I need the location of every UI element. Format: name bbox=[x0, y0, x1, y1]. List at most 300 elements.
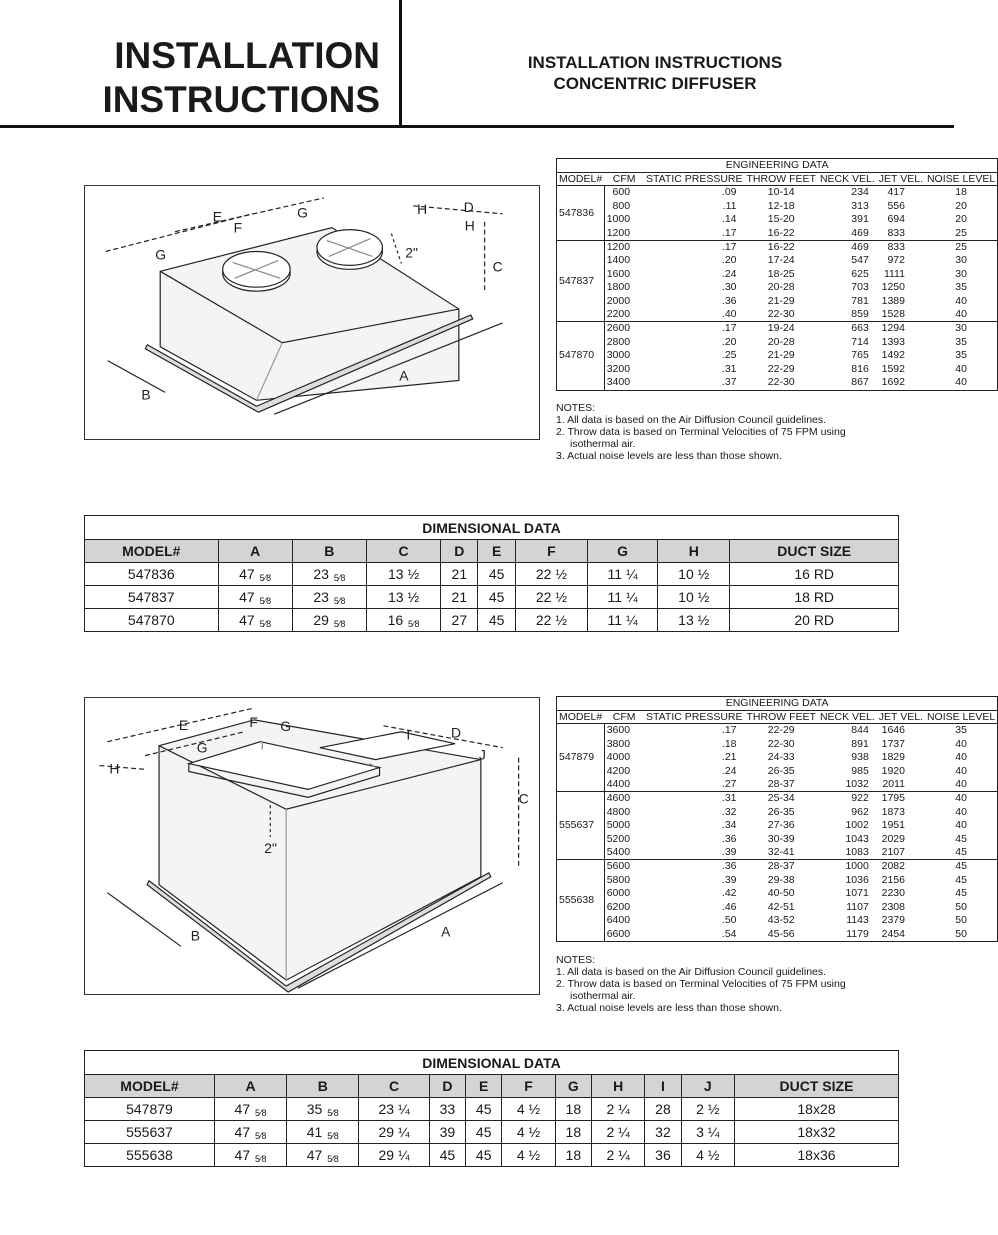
table-cell: 29-38 bbox=[767, 873, 795, 886]
notes-2 bbox=[556, 954, 896, 1014]
engineering-data-table-1 bbox=[556, 158, 998, 391]
table-cell: 29 5⁄8 bbox=[292, 609, 366, 632]
table-cell: 833 bbox=[877, 227, 925, 241]
table-cell: .30 bbox=[721, 281, 737, 294]
column-header: E bbox=[478, 540, 515, 563]
table-cell: 3400 bbox=[604, 376, 644, 390]
table-cell: 45 bbox=[478, 609, 515, 632]
table-cell: 2454 bbox=[877, 928, 925, 942]
table-cell: 391 bbox=[851, 213, 869, 226]
table-cell: 42-51 bbox=[767, 900, 795, 913]
table-cell: 16 RD bbox=[730, 563, 899, 586]
diffuser-drawing-1-svg bbox=[85, 186, 539, 439]
table-row bbox=[557, 738, 998, 751]
column-header: MODEL# bbox=[557, 173, 605, 186]
drawing1-label-e: E bbox=[212, 208, 223, 225]
table-cell: 47 5⁄8 bbox=[218, 563, 292, 586]
column-header: MODEL# bbox=[85, 1075, 215, 1098]
table-cell: 13 ½ bbox=[366, 563, 440, 586]
table-cell: 28-37 bbox=[745, 778, 818, 792]
header-divider-horizontal bbox=[0, 125, 954, 128]
column-header: MODEL# bbox=[85, 540, 219, 563]
table-cell: .31 bbox=[721, 792, 737, 805]
table-cell: 11 ¼ bbox=[588, 586, 658, 609]
header-divider-vertical bbox=[399, 0, 402, 128]
table-cell: 20 bbox=[955, 199, 967, 212]
column-header: I bbox=[645, 1075, 681, 1098]
table-cell: 10-14 bbox=[767, 186, 795, 199]
table-cell: 41 5⁄8 bbox=[287, 1121, 359, 1144]
table-cell: 22-29 bbox=[767, 724, 795, 737]
table-row bbox=[557, 846, 998, 860]
table-cell: 4 ½ bbox=[681, 1144, 734, 1167]
drawing2-label-b: B bbox=[190, 927, 201, 944]
table-cell: 20-28 bbox=[767, 281, 795, 294]
table-cell: 10 ½ bbox=[658, 586, 730, 609]
table-cell: .09 bbox=[721, 186, 737, 199]
table-cell: 47 5⁄8 bbox=[287, 1144, 359, 1167]
table-cell: 859 bbox=[818, 308, 877, 322]
table-cell: 1800 bbox=[606, 281, 631, 294]
table-cell: 2000 bbox=[606, 294, 631, 307]
model-cell: 555638 bbox=[557, 860, 605, 941]
table-cell: 18 bbox=[555, 1098, 591, 1121]
table-cell: 18x28 bbox=[734, 1098, 898, 1121]
column-header: C bbox=[366, 540, 440, 563]
table-cell: 556 bbox=[887, 199, 905, 212]
table-cell: 2 ½ bbox=[681, 1098, 734, 1121]
table-cell: .31 bbox=[721, 362, 737, 375]
engineering-title-row bbox=[557, 697, 998, 711]
table-cell: .46 bbox=[721, 900, 737, 913]
table-cell: 50 bbox=[955, 914, 967, 927]
table-cell: 22-30 bbox=[745, 376, 818, 390]
table-cell: 5600 bbox=[606, 860, 631, 873]
table-row bbox=[557, 213, 998, 226]
table-cell: 24-33 bbox=[767, 751, 795, 764]
table-cell: .40 bbox=[644, 308, 744, 322]
table-cell: 3 ¼ bbox=[681, 1121, 734, 1144]
table-cell: 6000 bbox=[606, 887, 631, 900]
drawing2-label-i: I bbox=[406, 726, 411, 743]
column-header: CFM bbox=[604, 173, 644, 186]
table-cell: 40 bbox=[955, 294, 967, 307]
table-cell: 800 bbox=[612, 199, 631, 212]
table-cell: 2800 bbox=[606, 335, 631, 348]
table-cell: 5400 bbox=[604, 846, 644, 860]
table-cell: 5200 bbox=[606, 832, 631, 845]
drawing2-label-g-top: G bbox=[280, 717, 292, 734]
table-cell: 600 bbox=[612, 186, 631, 199]
table-cell: 4400 bbox=[604, 778, 644, 792]
table-row bbox=[557, 874, 998, 887]
table-cell: 18 RD bbox=[730, 586, 899, 609]
table-row bbox=[85, 1121, 899, 1144]
table-cell: 13 ½ bbox=[366, 586, 440, 609]
table-cell: 2 ¼ bbox=[591, 1144, 644, 1167]
table-cell: 6200 bbox=[606, 900, 631, 913]
notes-heading: NOTES: bbox=[556, 402, 596, 414]
drawing1-label-g-left: G bbox=[155, 246, 167, 263]
table-row bbox=[557, 887, 998, 900]
table-cell: 4800 bbox=[606, 805, 631, 818]
table-cell: .25 bbox=[721, 349, 737, 362]
table-cell: 2082 bbox=[881, 860, 905, 873]
drawing1-label-c: C bbox=[492, 258, 503, 275]
table-cell: 962 bbox=[851, 805, 869, 818]
table-row bbox=[557, 928, 998, 942]
table-cell: 25 bbox=[955, 241, 967, 254]
table-cell: 32 bbox=[645, 1121, 681, 1144]
column-header: B bbox=[292, 540, 366, 563]
table-cell: 22-30 bbox=[767, 737, 795, 750]
table-cell: 663 bbox=[851, 322, 869, 335]
drawing2-label-f: F bbox=[249, 713, 258, 730]
table-cell: 2200 bbox=[604, 308, 644, 322]
drawing2-label-d: D bbox=[451, 724, 462, 741]
table-cell: 555637 bbox=[85, 1121, 215, 1144]
table-row bbox=[557, 833, 998, 846]
column-header: G bbox=[555, 1075, 591, 1098]
table-cell: 40 bbox=[955, 792, 967, 805]
table-cell: 45 bbox=[955, 873, 967, 886]
table-cell: 27-36 bbox=[767, 819, 795, 832]
table-cell: .20 bbox=[721, 335, 737, 348]
table-cell: 1389 bbox=[881, 294, 905, 307]
table-cell: 3800 bbox=[606, 737, 631, 750]
table-cell: 547836 bbox=[85, 563, 219, 586]
table-cell: 12-18 bbox=[767, 199, 795, 212]
diffuser-drawing-2 bbox=[84, 697, 540, 995]
table-row bbox=[557, 860, 998, 874]
table-row bbox=[85, 1098, 899, 1121]
table-cell: 19-24 bbox=[767, 322, 795, 335]
dimensional-title: DIMENSIONAL DATA bbox=[85, 516, 899, 540]
note-item: 3. Actual noise levels are less than those shown. bbox=[556, 1002, 782, 1014]
drawing2-label-h: H bbox=[109, 760, 120, 777]
table-cell: 1002 bbox=[845, 819, 869, 832]
table-cell: 40 bbox=[955, 764, 967, 777]
table-cell: 313 bbox=[851, 199, 869, 212]
table-cell: 547837 bbox=[85, 586, 219, 609]
column-header: E bbox=[466, 1075, 502, 1098]
model-cell: 555637 bbox=[557, 792, 605, 860]
page-title-line1: INSTALLATION bbox=[114, 35, 380, 76]
engineering-title: ENGINEERING DATA bbox=[557, 159, 998, 173]
drawing2-label-c: C bbox=[518, 790, 529, 807]
table-cell: 2 ¼ bbox=[591, 1121, 644, 1144]
table-cell: 45 bbox=[955, 860, 967, 873]
table-cell: 18 bbox=[955, 186, 967, 199]
column-header: A bbox=[214, 1075, 286, 1098]
table-cell: 45 bbox=[478, 563, 515, 586]
table-cell: 547879 bbox=[85, 1098, 215, 1121]
table-cell: 45 bbox=[429, 1144, 465, 1167]
table-cell: 40-50 bbox=[767, 887, 795, 900]
table-cell: 867 bbox=[818, 376, 877, 390]
table-cell: 1250 bbox=[881, 281, 905, 294]
column-header: D bbox=[441, 540, 478, 563]
table-cell: 5800 bbox=[606, 873, 631, 886]
table-cell: 29 ¼ bbox=[359, 1144, 429, 1167]
table-cell: .37 bbox=[644, 376, 744, 390]
table-cell: 18x36 bbox=[734, 1144, 898, 1167]
table-cell: 714 bbox=[851, 335, 869, 348]
table-cell: .54 bbox=[644, 928, 744, 942]
table-cell: 972 bbox=[887, 254, 905, 267]
dimensional-data-table-2 bbox=[84, 1050, 899, 1167]
table-cell: 21-29 bbox=[767, 294, 795, 307]
table-cell: 1179 bbox=[818, 928, 877, 942]
table-cell: 1600 bbox=[606, 267, 631, 280]
table-cell: 234 bbox=[851, 186, 869, 199]
table-cell: .42 bbox=[721, 887, 737, 900]
drawing1-label-h-top: H bbox=[417, 200, 428, 217]
note-item: 2. Throw data is based on Terminal Velocities of 75 FPM using isothermal air. bbox=[556, 426, 846, 450]
table-cell: 1920 bbox=[881, 764, 905, 777]
table-cell: 1111 bbox=[883, 267, 905, 280]
table-cell: .36 bbox=[721, 294, 737, 307]
table-cell: 40 bbox=[955, 805, 967, 818]
column-header: NOISE LEVEL bbox=[925, 173, 998, 186]
table-cell: 36 bbox=[645, 1144, 681, 1167]
table-cell: 47 5⁄8 bbox=[214, 1144, 286, 1167]
table-cell: 45-56 bbox=[745, 928, 818, 942]
table-row bbox=[85, 1144, 899, 1167]
column-header: D bbox=[429, 1075, 465, 1098]
table-cell: 1294 bbox=[881, 322, 905, 335]
model-cell: 547837 bbox=[557, 241, 605, 322]
table-cell: 18-25 bbox=[767, 267, 795, 280]
table-cell: 35 bbox=[955, 335, 967, 348]
table-cell: 469 bbox=[818, 227, 877, 241]
table-cell: 21-29 bbox=[767, 349, 795, 362]
table-cell: 30-39 bbox=[767, 832, 795, 845]
page-title-line2: INSTRUCTIONS bbox=[102, 79, 380, 120]
table-cell: 15-20 bbox=[767, 213, 795, 226]
column-header: CFM bbox=[604, 711, 644, 724]
drawing1-label-f: F bbox=[233, 219, 243, 236]
table-cell: 21 bbox=[441, 563, 478, 586]
drawing1-label-2in: 2" bbox=[405, 244, 418, 261]
table-cell: 2107 bbox=[877, 846, 925, 860]
table-cell: 25 bbox=[925, 227, 998, 241]
column-header: G bbox=[588, 540, 658, 563]
page-subtitle bbox=[460, 52, 850, 94]
table-cell: 22 ½ bbox=[515, 609, 587, 632]
table-cell: 844 bbox=[851, 724, 869, 737]
column-header: H bbox=[658, 540, 730, 563]
table-cell: .24 bbox=[721, 764, 737, 777]
table-cell: 45 bbox=[478, 586, 515, 609]
table-row bbox=[557, 819, 998, 832]
table-cell: 5000 bbox=[606, 819, 631, 832]
table-cell: 694 bbox=[887, 213, 905, 226]
table-cell: 938 bbox=[851, 751, 869, 764]
table-cell: .18 bbox=[721, 737, 737, 750]
drawing2-label-g-left: G bbox=[196, 739, 208, 756]
table-cell: .39 bbox=[721, 873, 737, 886]
page-subtitle-line2: CONCENTRIC DIFFUSER bbox=[553, 74, 757, 93]
table-cell: 16-22 bbox=[767, 241, 795, 254]
table-cell: 10 ½ bbox=[658, 563, 730, 586]
column-header: MODEL# bbox=[557, 711, 605, 724]
table-cell: 1951 bbox=[881, 819, 905, 832]
table-row bbox=[557, 901, 998, 914]
table-cell: 40 bbox=[925, 376, 998, 390]
table-cell: 2 ¼ bbox=[591, 1098, 644, 1121]
table-cell: 4200 bbox=[606, 764, 631, 777]
table-cell: 6400 bbox=[606, 914, 631, 927]
table-cell: 39 bbox=[429, 1121, 465, 1144]
table-cell: 3600 bbox=[606, 724, 631, 737]
table-cell: 27 bbox=[441, 609, 478, 632]
engineering-title-row bbox=[557, 159, 998, 173]
table-cell: 22 ½ bbox=[515, 586, 587, 609]
table-cell: 4600 bbox=[606, 792, 631, 805]
table-cell: 6600 bbox=[604, 928, 644, 942]
table-cell: 35 5⁄8 bbox=[287, 1098, 359, 1121]
table-cell: .36 bbox=[721, 832, 737, 845]
table-row bbox=[557, 751, 998, 764]
table-cell: 21 bbox=[441, 586, 478, 609]
table-cell: 45 bbox=[466, 1144, 502, 1167]
table-row bbox=[557, 792, 998, 806]
dimensional-header-row bbox=[85, 540, 899, 563]
table-cell: 35 bbox=[955, 349, 967, 362]
table-cell: .14 bbox=[721, 213, 737, 226]
drawing1-label-h-right: H bbox=[464, 217, 475, 234]
table-cell: 3200 bbox=[606, 362, 631, 375]
table-cell: 47 5⁄8 bbox=[218, 609, 292, 632]
table-cell: 43-52 bbox=[767, 914, 795, 927]
drawing2-label-j: J bbox=[478, 746, 486, 763]
drawing1-label-b: B bbox=[141, 386, 151, 403]
table-cell: 33 bbox=[429, 1098, 465, 1121]
table-cell: 2011 bbox=[877, 778, 925, 792]
table-cell: 1795 bbox=[881, 792, 905, 805]
table-cell: 1032 bbox=[818, 778, 877, 792]
column-header: NECK VEL. bbox=[819, 711, 875, 724]
table-cell: 40 bbox=[955, 737, 967, 750]
table-cell: .36 bbox=[721, 860, 737, 873]
drawing1-label-a: A bbox=[399, 367, 409, 384]
table-cell: 20 RD bbox=[730, 609, 899, 632]
table-row bbox=[557, 336, 998, 349]
table-cell: 16 5⁄8 bbox=[366, 609, 440, 632]
note-item: 1. All data is based on the Air Diffusion Council guidelines. bbox=[556, 966, 827, 978]
table-cell: 2600 bbox=[606, 322, 631, 335]
column-header: C bbox=[359, 1075, 429, 1098]
table-cell: 4 ½ bbox=[502, 1121, 555, 1144]
model-cell: 547836 bbox=[557, 186, 605, 241]
table-cell: 32-41 bbox=[745, 846, 818, 860]
table-row bbox=[557, 295, 998, 308]
table-cell: 18x32 bbox=[734, 1121, 898, 1144]
table-row bbox=[557, 322, 998, 336]
table-row bbox=[85, 563, 899, 586]
column-header: NECK VEL. bbox=[819, 173, 875, 186]
note-item: 3. Actual noise levels are less than those shown. bbox=[556, 450, 782, 462]
diffuser-drawing-2-svg bbox=[85, 698, 539, 994]
table-cell: 1492 bbox=[881, 349, 905, 362]
table-row bbox=[557, 376, 998, 390]
table-cell: 30 bbox=[955, 322, 967, 335]
table-cell: 1071 bbox=[845, 887, 869, 900]
table-cell: 29 ¼ bbox=[359, 1121, 429, 1144]
table-cell: 40 bbox=[925, 778, 998, 792]
table-cell: .39 bbox=[644, 846, 744, 860]
table-row bbox=[557, 200, 998, 213]
table-cell: 45 bbox=[925, 846, 998, 860]
engineering-title: ENGINEERING DATA bbox=[557, 697, 998, 711]
table-cell: 22-29 bbox=[767, 362, 795, 375]
column-header: JET VEL. bbox=[878, 711, 923, 724]
table-cell: 4000 bbox=[606, 751, 631, 764]
table-cell: 28-37 bbox=[767, 860, 795, 873]
table-cell: 40 bbox=[925, 308, 998, 322]
drawing1-label-d: D bbox=[463, 198, 474, 215]
table-cell: 40 bbox=[955, 751, 967, 764]
engineering-header-row bbox=[557, 173, 998, 186]
table-cell: 45 bbox=[466, 1121, 502, 1144]
table-cell: 1393 bbox=[881, 335, 905, 348]
table-cell: 4 ½ bbox=[502, 1144, 555, 1167]
drawing2-label-e: E bbox=[178, 716, 189, 733]
table-cell: 1646 bbox=[881, 724, 905, 737]
table-cell: .34 bbox=[721, 819, 737, 832]
notes-heading: NOTES: bbox=[556, 954, 596, 966]
table-cell: 816 bbox=[851, 362, 869, 375]
table-cell: 3000 bbox=[606, 349, 631, 362]
column-header: NOISE LEVEL bbox=[925, 711, 998, 724]
dimensional-title: DIMENSIONAL DATA bbox=[85, 1051, 899, 1075]
table-cell: .17 bbox=[721, 724, 737, 737]
table-cell: 45 bbox=[955, 832, 967, 845]
column-header: B bbox=[287, 1075, 359, 1098]
table-cell: 40 bbox=[955, 819, 967, 832]
notes-1 bbox=[556, 402, 896, 462]
table-row bbox=[557, 308, 998, 322]
page-title bbox=[88, 34, 380, 122]
table-row bbox=[557, 765, 998, 778]
table-cell: 28 bbox=[645, 1098, 681, 1121]
table-cell: .27 bbox=[644, 778, 744, 792]
drawing1-label-g-top: G bbox=[297, 204, 308, 221]
table-cell: 25-34 bbox=[767, 792, 795, 805]
table-cell: 1107 bbox=[846, 900, 869, 913]
table-cell: 781 bbox=[851, 294, 869, 307]
table-cell: .17 bbox=[721, 322, 737, 335]
table-cell: 45 bbox=[466, 1098, 502, 1121]
table-cell: 1528 bbox=[877, 308, 925, 322]
table-row bbox=[557, 778, 998, 792]
table-cell: .17 bbox=[721, 241, 737, 254]
table-cell: 20-28 bbox=[767, 335, 795, 348]
table-cell: 26-35 bbox=[767, 805, 795, 818]
table-row bbox=[557, 914, 998, 927]
table-row bbox=[557, 349, 998, 362]
model-cell: 547879 bbox=[557, 724, 605, 792]
dimensional-header-row bbox=[85, 1075, 899, 1098]
diffuser-drawing-1 bbox=[84, 185, 540, 440]
table-cell: 47 5⁄8 bbox=[218, 586, 292, 609]
table-cell: 2156 bbox=[881, 873, 905, 886]
table-cell: 30 bbox=[955, 267, 967, 280]
table-cell: 17-24 bbox=[767, 254, 795, 267]
drawing2-label-a: A bbox=[441, 923, 451, 940]
table-cell: 1043 bbox=[845, 832, 869, 845]
